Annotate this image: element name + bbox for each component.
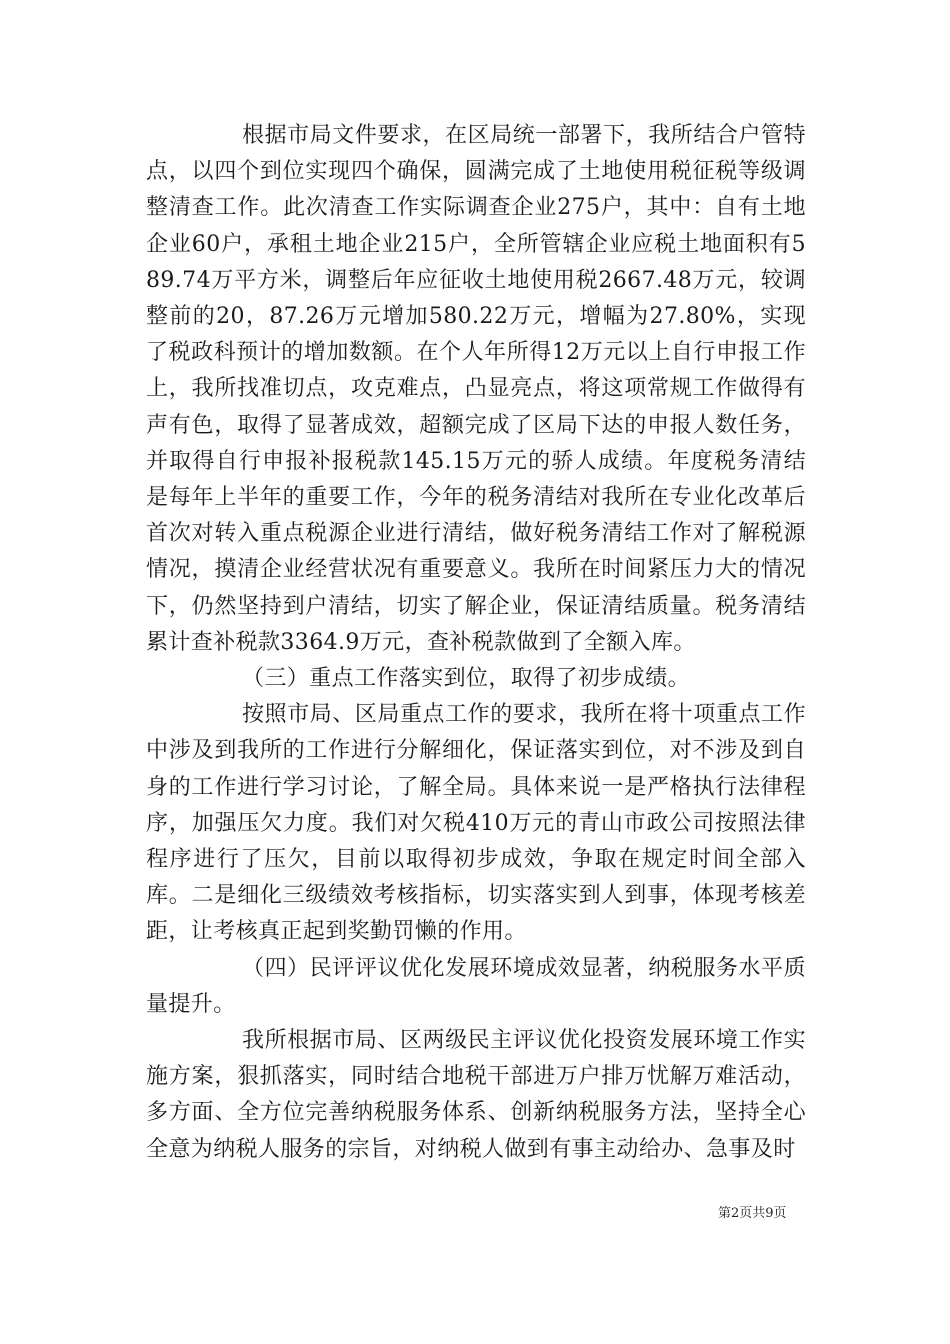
paragraph-public-evaluation: 我所根据市局、区两级民主评议优化投资发展环境工作实施方案，狠抓落实，同时结合地税干部进万户排万忧解万难活动，多方面、全方位完善纳税服务体系、创新纳税服务方法，坚持全心全意为纳税人服务的宗旨，对纳税人做到有事主动给办、急事及时: [146, 1028, 806, 1162]
paragraph-land-tax-cleanup: 根据市局文件要求，在区局统一部署下，我所结合户管特点，以四个到位实现四个确保，圆满完成了土地使用税征税等级调整清查工作。此次清查工作实际调查企业275户，其中：自有土地企业60户，承租土地企业215户，全所管辖企业应税土地面积有589.74万平方米，调整后年应征收土地使用税2667.48万元，较调整前的20，87.26万元增加580.22万元，增幅为27.80%，实现了税政科预计的增加数额。在个人年所得12万元以上自行申报工作上，我所找准切点，攻克难点，凸显亮点，将这项常规工作做得有声有色，取得了显著成效，超额完成了区局下达的申报人数任务，并取得自行申报补报税款145.15万元的骄人成绩。年度税务清结是每年上半年的重要工作，今年的税务清结对我所在专业化改革后首次对转入重点税源企业进行清结，做好税务清结工作对了解税源情况，摸清企业经营状况有重要意义。我所在时间紧压力大的情况下，仍然坚持到户清结，切实了解企业，保证清结质量。税务清结累计查补税款3364.9万元，查补税款做到了全额入库。: [146, 123, 806, 655]
page-number-footer: 第2页共9页: [718, 1206, 787, 1221]
heading-public-evaluation: （四）民评评议优化发展环境成效显著，纳税服务水平质量提升。: [146, 955, 806, 1017]
paragraph-key-work: 按照市局、区局重点工作的要求，我所在将十项重点工作中涉及到我所的工作进行分解细化，保证落实到位，对不涉及到自身的工作进行学习讨论，了解全局。具体来说一是严格执行法律程序，加强压欠力度。我们对欠税410万元的青山市政公司按照法律程序进行了压欠，目前以取得初步成效，争取在规定时间全部入库。二是细化三级绩效考核指标，切实落实到人到事，体现考核差距，让考核真正起到奖勤罚懒的作用。: [146, 702, 806, 945]
document-body: [146, 118, 806, 1168]
heading-key-work: （三）重点工作落实到位，取得了初步成绩。: [242, 666, 691, 692]
